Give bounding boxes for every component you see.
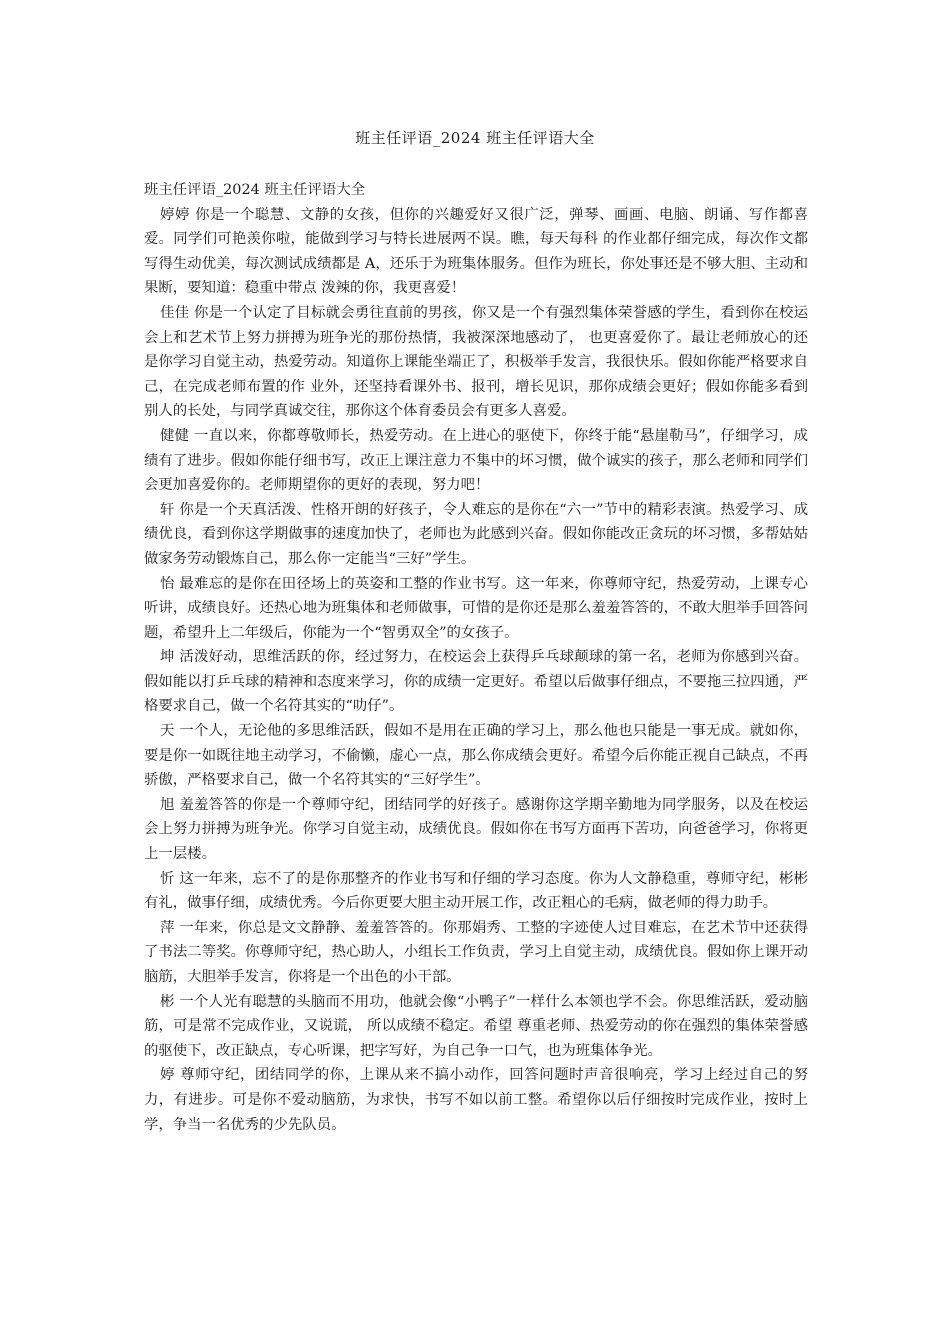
comment-paragraph: 怡 最难忘的是你在田径场上的英姿和工整的作业书写。这一年来，你尊师守纪，热爱劳动，上课专心听讲，成绩良好。还热心地为班集体和老师做事，可惜的是你还是那么羞羞答答的，不敢大胆举手回答问题，希望升上二年级后，你能为一个“智勇双全”的女孩子。 xyxy=(144,575,808,641)
comment-paragraph: 彬 一个人光有聪慧的头脑而不用功，他就会像“小鸭子”一样什么本领也学不会。你思维活跃，爱动脑筋，可是常不完成作业，又说谎， 所以成绩不稳定。希望 尊重老师、热爱劳动的你在强烈的集体荣誉感的驱使下，改正缺点，专心听课，把字写好，为自己争一口气，也为班集体争光。 xyxy=(144,993,808,1059)
document-heading: 班主任评语_2024 班主任评语大全 xyxy=(144,182,366,198)
comment-paragraph: 坤 活泼好动，思维活跃的你，经过努力，在校运会上获得乒乓球颠球的第一名，老师为你感到兴奋。假如能以打乒乓球的精神和态度来学习，你的成绩一定更好。希望以后做事仔细点，不要拖三拉四通，严格要求自己，做一个名符其实的“叻仔”。 xyxy=(144,649,808,715)
comment-paragraph: 萍 一年来，你总是文文静静、羞羞答答的。你那娟秀、工整的字迹使人过目难忘，在艺术节中还获得了书法二等奖。你尊师守纪，热心助人，小组长工作负责，学习上自觉主动，成绩优良。假如你上课开动脑筋，大胆举手发言，你将是一个出色的小干部。 xyxy=(144,919,808,985)
comment-paragraph: 婷婷 你是一个聪慧、文静的女孩，但你的兴趣爱好又很广泛，弹琴、画画、电脑、朗诵、写作都喜爱。同学们可艳羡你啦，能做到学习与特长进展两不误。瞧，每天每科 的作业都仔细完成，每次作文都写得生动优美，每次测试成绩都是 A，还乐于为班集体服务。但作为班长，你处事还是不够大胆、主动和果断，要知道：稳重中带点 泼辣的你，我更喜爱！ xyxy=(144,206,808,297)
comment-paragraph: 婷 尊师守纪，团结同学的你，上课从来不搞小动作，回答问题时声音很响亮，学习上经过自己的努力，有进步。可是你不爱动脑筋，为求快，书写不如以前工整。希望你以后仔细按时完成作业，按时上学，争当一名优秀的少先队员。 xyxy=(144,1067,808,1133)
comment-paragraph: 忻 这一年来，忘不了的是你那整齐的作业书写和仔细的学习态度。你为人文静稳重，尊师守纪，彬彬有礼，做事仔细，成绩优秀。今后你更要大胆主动开展工作，改正粗心的毛病，做老师的得力助手。 xyxy=(144,870,808,912)
comment-paragraph: 轩 你是一个天真活泼、性格开朗的好孩子，令人难忘的是你在“六一”节中的精彩表演。热爱学习、成绩优良，看到你这学期做事的速度加快了，老师也为此感到兴奋。假如你能改正贪玩的坏习惯，多帮姑姑做家务劳动锻炼自己，那么你一定能当“三好”学生。 xyxy=(144,501,808,567)
comment-paragraph: 天 一个人，无论他的多思维活跃，假如不是用在正确的学习上，那么他也只能是一事无成。就如你，要是你一如既往地主动学习，不偷懒，虚心一点，那么你成绩会更好。希望今后你能正视自己缺点，不再骄傲，严格要求自己，做一个名符其实的“三好学生”。 xyxy=(144,723,808,789)
comment-paragraph: 旭 羞羞答答的你是一个尊师守纪，团结同学的好孩子。感谢你这学期辛勤地为同学服务，以及在校运会上努力拼搏为班争光。你学习自觉主动，成绩优良。假如你在书写方面再下苦功，向爸爸学习，你将更上一层楼。 xyxy=(144,796,808,863)
page-title: 班主任评语_2024 班主任评语大全 xyxy=(355,129,595,147)
document-body xyxy=(144,178,808,1137)
comment-paragraph: 健健 一直以来，你都尊敬师长，热爱劳动。在上进心的驱使下，你终于能“悬崖勒马”，仔细学习，成绩有了进步。假如你能仔细书写，改正上课注意力不集中的坏习惯，做个诚实的孩子，那么老师和同学们会更加喜爱你的。老师期望你的更好的表现，努力吧！ xyxy=(144,427,808,494)
comment-paragraph: 佳佳 你是一个认定了目标就会勇往直前的男孩，你又是一个有强烈集体荣誉感的学生，看到你在校运会上和艺术节上努力拼搏为班争光的那份热情，我被深深地感动了， 也更喜爱你了。最让老师放心的还是你学习自觉主动，热爱劳动。知道你上课能坐端正了，积极举手发言，我很快乐。假如你能严格要求自己，在完成老师布置的作 业外，还坚持看课外书、报刊，增长见识，那你成绩会更好；假如你能多看到别人的长处，与同学真诚交往，那你这个体育委员会有更多人喜爱。 xyxy=(144,304,808,420)
